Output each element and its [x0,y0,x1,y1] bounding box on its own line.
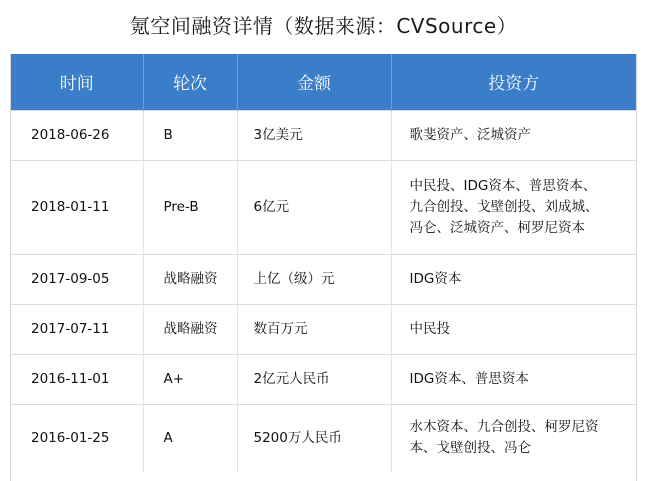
table-row [11,254,636,304]
cell-amount: 5200万人民币 [237,404,391,472]
table-row [11,404,636,472]
cell-amount: 上亿（级）元 [237,254,391,304]
financing-table [11,54,636,472]
investors-line: 中民投、IDG资本、普思资本、 [409,177,597,194]
column-header-round: 轮次 [143,54,237,110]
cell-date: 2018-06-26 [11,110,143,160]
cell-investors [391,110,636,160]
table-row [11,110,636,160]
investors-line: 歌斐资产、泛城资产 [409,126,531,143]
cell-investors [391,304,636,354]
cell-round: A [143,404,237,472]
page-title: 氪空间融资详情（数据来源：CVSource） [129,14,518,38]
column-header-investors: 投资方 [391,54,636,110]
investors-line: 九合创投、戈壁创投、刘成城、 [409,198,599,215]
cell-date: 2016-01-25 [11,404,143,472]
cell-amount: 6亿元 [237,160,391,254]
investors-line: 水木资本、九合创投、柯罗尼资 [409,419,599,436]
cell-round: 战略融资 [143,304,237,354]
investors-line: IDG资本 [409,270,462,287]
cell-round: B [143,110,237,160]
cell-date: 2016-11-01 [11,354,143,404]
cell-investors [391,354,636,404]
investors-line: 冯仑、泛城资产、柯罗尼资本 [409,219,585,236]
table-row [11,304,636,354]
table-header [11,54,636,110]
cell-date: 2017-09-05 [11,254,143,304]
cell-round: A+ [143,354,237,404]
cell-investors [391,254,636,304]
financing-table-container [10,54,637,481]
header-row [11,54,636,110]
cell-round: 战略融资 [143,254,237,304]
cell-round: Pre-B [143,160,237,254]
table-row [11,160,636,254]
cell-amount: 2亿元人民币 [237,354,391,404]
cell-investors [391,160,636,254]
column-header-time: 时间 [11,54,143,110]
cell-amount: 数百万元 [237,304,391,354]
cell-investors [391,404,636,472]
investors-line: 本、戈壁创投、冯仑 [409,440,531,457]
investors-line: 中民投 [409,320,450,337]
cell-date: 2018-01-11 [11,160,143,254]
table-body [11,110,636,472]
table-row [11,354,636,404]
column-header-amount: 金额 [237,54,391,110]
cell-date: 2017-07-11 [11,304,143,354]
cell-amount: 3亿美元 [237,110,391,160]
investors-line: IDG资本、普思资本 [409,370,529,387]
